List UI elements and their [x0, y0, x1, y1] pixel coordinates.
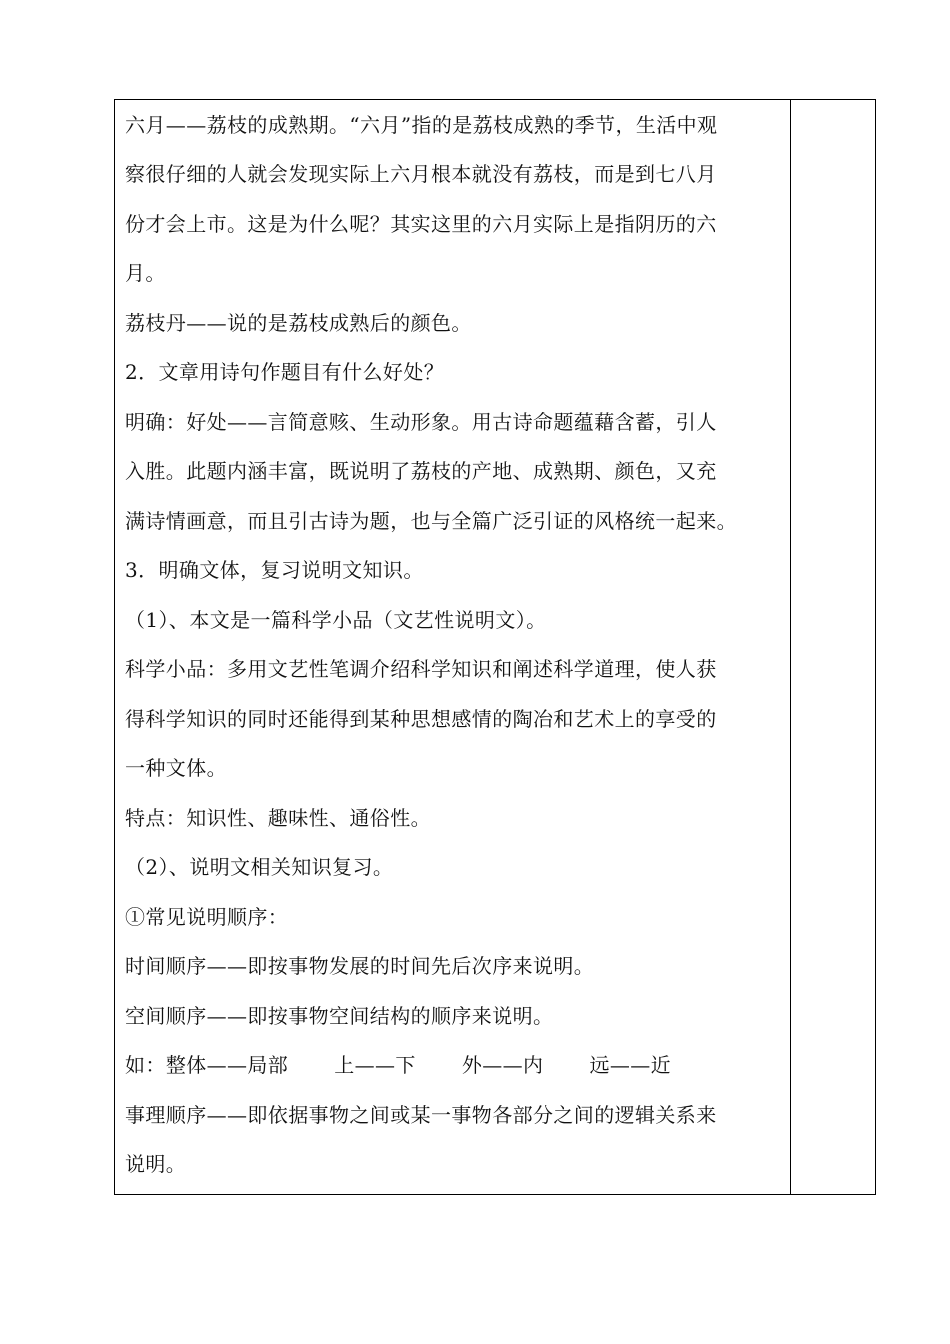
- text-line: 时间顺序——即按事物发展的时间先后次序来说明。: [125, 954, 595, 978]
- question-heading: 2．文章用诗句作题目有什么好处？: [125, 360, 445, 384]
- text-line: 明确：好处——言简意赅、生动形象。用古诗命题蕴藉含蓄，引人: [125, 410, 717, 434]
- text-line: （1）、本文是一篇科学小品（文艺性说明文）。: [125, 608, 547, 632]
- text-line: 六月——荔枝的成熟期。“六月”指的是荔枝成熟的季节，生活中观: [125, 113, 718, 137]
- text-line: 满诗情画意，而且引古诗为题，也与全篇广泛引证的风格统一起来。: [125, 509, 737, 533]
- text-line: 得科学知识的同时还能得到某种思想感情的陶冶和艺术上的享受的: [125, 707, 717, 731]
- example-item: 整体——局部: [165, 1053, 289, 1077]
- text-line: 荔枝丹——说的是荔枝成熟后的颜色。: [125, 311, 472, 335]
- text-line: 说明。: [125, 1152, 187, 1176]
- question-heading: 3．明确文体，复习说明文知识。: [125, 558, 424, 582]
- example-item: 远——近: [589, 1053, 672, 1077]
- text-line: 事理顺序——即依据事物之间或某一事物各部分之间的逻辑关系来: [125, 1103, 717, 1127]
- text-line: 科学小品：多用文艺性笔调介绍科学知识和阐述科学道理，使人获: [125, 657, 717, 681]
- text-line: （2）、说明文相关知识复习。: [125, 855, 394, 879]
- example-line: [125, 1052, 671, 1078]
- text-line: 特点：知识性、趣味性、通俗性。: [125, 806, 431, 830]
- example-prefix: 如：: [125, 1053, 166, 1077]
- text-line: ①常见说明顺序：: [125, 905, 289, 929]
- text-line: 一种文体。: [125, 756, 227, 780]
- text-line: 月。: [125, 261, 166, 285]
- text-line: 份才会上市。这是为什么呢？其实这里的六月实际上是指阴历的六: [125, 212, 717, 236]
- column-divider: [790, 100, 791, 1194]
- text-line: 察很仔细的人就会发现实际上六月根本就没有荔枝，而是到七八月: [125, 162, 717, 186]
- text-line: 空间顺序——即按事物空间结构的顺序来说明。: [125, 1004, 554, 1028]
- content-table: [114, 99, 876, 1195]
- example-item: 外——内: [461, 1053, 544, 1077]
- text-line: 入胜。此题内涵丰富，既说明了荔枝的产地、成熟期、颜色，又充: [125, 459, 717, 483]
- example-item: 上——下: [334, 1053, 416, 1077]
